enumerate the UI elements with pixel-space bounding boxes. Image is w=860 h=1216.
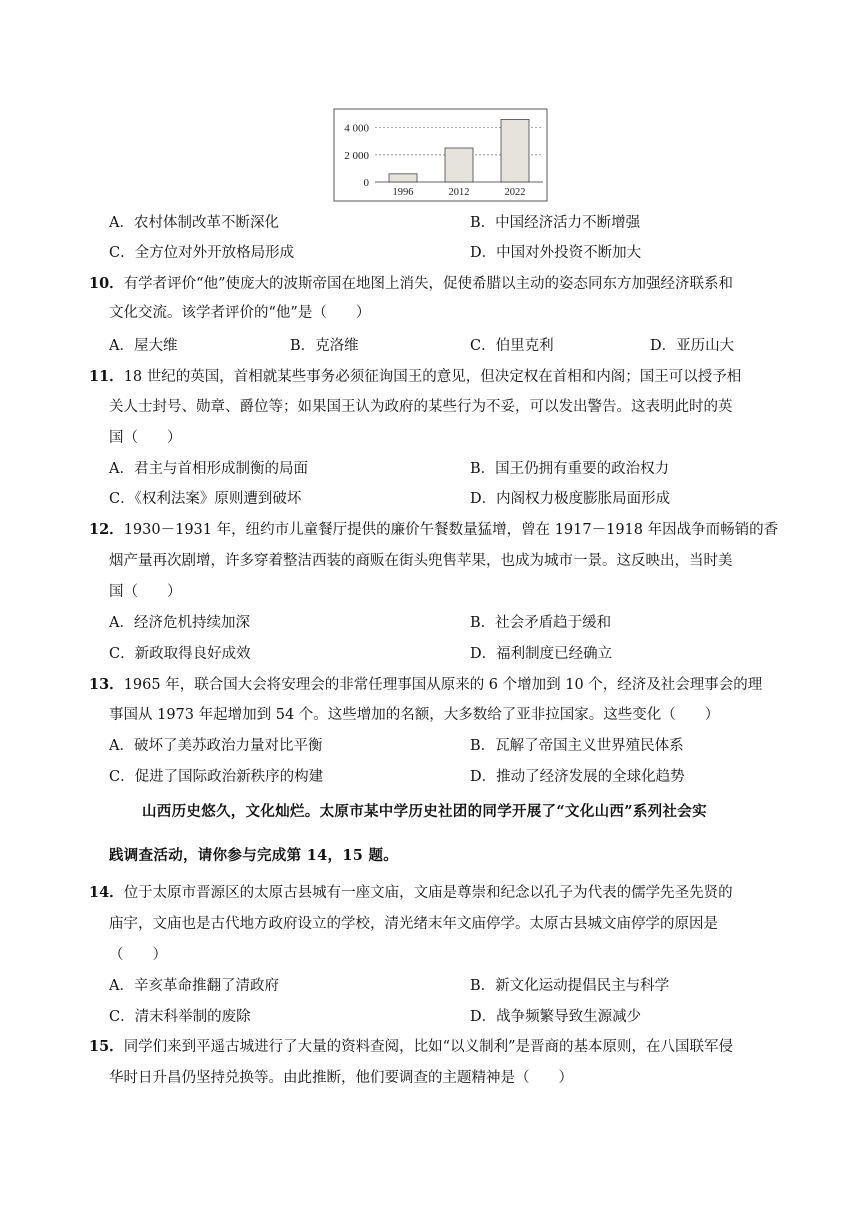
q15-number: 15．: [89, 1038, 124, 1055]
section-intro-line2: 践调查活动，请你参与完成第 14，15 题。: [109, 847, 399, 864]
q11-number: 11．: [89, 368, 124, 385]
q10-option-c[interactable]: C．伯里克利: [470, 338, 554, 354]
q14-stem-line1: [89, 883, 733, 903]
bar-1996: [389, 174, 417, 182]
q14-text-1: 位于太原市晋源区的太原古县城有一座文庙，文庙是尊崇和纪念以孔子为代表的儒学先圣先贤的: [123, 885, 733, 901]
q12-option-d[interactable]: D．福利制度已经确立: [470, 646, 613, 662]
q10-stem-line1: [89, 274, 733, 294]
q13-option-a[interactable]: A．破坏了美苏政治力量对比平衡: [109, 738, 323, 754]
chart-xticks: [393, 187, 526, 198]
q12-stem-line3: 国（ ）: [109, 584, 182, 600]
q15-stem-line1: [89, 1037, 733, 1057]
q13-text-1: 1965 年，联合国大会将安理会的非常任理事国从原来的 6 个增加到 10 个，经济及社会理事会的理: [123, 677, 763, 693]
q13-option-d[interactable]: D．推动了经济发展的全球化趋势: [470, 769, 685, 785]
q13-number: 13．: [89, 676, 124, 693]
q12-option-b[interactable]: B．社会矛盾趋于缓和: [470, 615, 612, 631]
q12-text-1: 1930－1931 年，纽约市儿童餐厅提供的廉价午餐数量猛增，曾在 1917－1918 年因战争而畅销的香: [123, 522, 779, 538]
q12-stem-line1: [89, 520, 778, 540]
q11-stem-line3: 国（ ）: [109, 430, 182, 446]
q11-stem-line1: [89, 367, 741, 387]
q9-option-d[interactable]: D．中国对外投资不断加大: [470, 245, 642, 261]
q11-option-c[interactable]: C．《权利法案》原则遭到破坏: [109, 491, 302, 507]
q14-stem-line3: （ ）: [109, 947, 167, 963]
x-tick-label: 2022: [504, 187, 526, 198]
q12-stem-line2: 烟产量再次剧增，许多穿着整洁西装的商贩在街头兜售苹果，也成为城市一景。这反映出，当时美: [109, 553, 733, 569]
q12-option-c[interactable]: C．新政取得良好成效: [109, 646, 251, 662]
y-tick-label: 2 000: [344, 149, 369, 162]
q9-option-b[interactable]: B．中国经济活力不断增强: [470, 215, 641, 231]
q9-option-c[interactable]: C．全方位对外开放格局形成: [109, 245, 295, 261]
q11-option-b[interactable]: B．国王仍拥有重要的政治权力: [470, 461, 670, 477]
q15-stem-line2: 华时日升昌仍坚持兑换等。由此推断，他们要调查的主题精神是（ ）: [109, 1070, 573, 1086]
q15-text-1: 同学们来到平遥古城进行了大量的资料查阅，比如“以义制利”是晋商的基本原则，在八国联军侵: [123, 1039, 734, 1055]
bar-2012: [445, 148, 473, 182]
q13-option-c[interactable]: C．促进了国际政治新秩序的构建: [109, 769, 324, 785]
section-intro-line1: 山西历史悠久，文化灿烂。太原市某中学历史社团的同学开展了“文化山西”系列社会实: [142, 803, 707, 820]
q11-text-1: 18 世纪的英国，首相就某些事务必须征询国王的意见，但决定权在首相和内阁；国王可以授予相: [123, 369, 742, 385]
q10-option-d[interactable]: D．亚历山大: [650, 338, 735, 354]
q10-option-a[interactable]: A．屋大维: [109, 338, 178, 354]
q14-option-b[interactable]: B．新文化运动提倡民主与科学: [470, 978, 670, 994]
q13-stem-line1: [89, 675, 762, 695]
x-tick-label: 2012: [448, 187, 470, 198]
q11-option-a[interactable]: A．君主与首相形成制衡的局面: [109, 461, 308, 477]
q10-text-1: 有学者评价“他”使庞大的波斯帝国在地图上消失，促使希腊以主动的姿态同东方加强经济联系和: [123, 276, 734, 292]
q9-option-a[interactable]: A．农村体制改革不断深化: [109, 215, 279, 231]
q11-option-d[interactable]: D．内阁权力极度膨胀局面形成: [470, 491, 671, 507]
q14-stem-line2: 庙宇，文庙也是古代地方政府设立的学校，清光绪末年文庙停学。太原古县城文庙停学的原因是: [109, 916, 718, 932]
q13-option-b[interactable]: B．瓦解了帝国主义世界殖民体系: [470, 738, 684, 754]
q10-number: 10．: [89, 275, 124, 292]
q12-option-a[interactable]: A．经济危机持续加深: [109, 615, 250, 631]
y-tick-label: 4 000: [344, 122, 369, 135]
q10-option-b[interactable]: B．克洛维: [290, 338, 359, 354]
bar-2022: [501, 119, 529, 182]
q11-stem-line2: 关人士封号、勋章、爵位等；如果国王认为政府的某些行为不妥，可以发出警告。这表明此时的英: [109, 399, 733, 415]
q13-stem-line2: 事国从 1973 年起增加到 54 个。这些增加的名额，大多数给了亚非拉国家。这些变化（ ）: [109, 707, 720, 723]
bar-chart: [333, 108, 548, 202]
q14-option-d[interactable]: D．战争频繁导致生源减少: [470, 1009, 642, 1025]
x-tick-label: 1996: [392, 187, 414, 198]
y-tick-label: 0: [363, 177, 369, 189]
q12-number: 12．: [89, 521, 124, 538]
q10-stem-line2: 文化交流。该学者评价的“他”是（ ）: [109, 305, 371, 321]
q14-number: 14．: [89, 884, 124, 901]
q14-option-c[interactable]: C．清末科举制的废除: [109, 1009, 251, 1025]
q14-option-a[interactable]: A．辛亥革命推翻了清政府: [109, 978, 279, 994]
